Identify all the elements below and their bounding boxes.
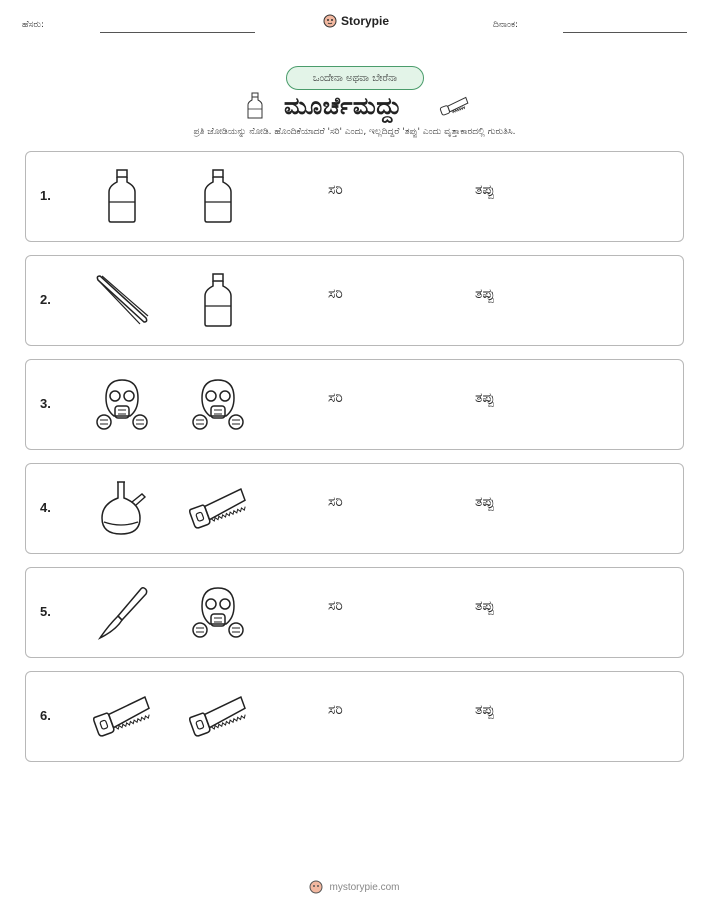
storypie-mascot-icon — [323, 14, 337, 28]
saw-icon — [92, 686, 152, 746]
option-wrong[interactable]: ತಪ್ಪು — [475, 182, 495, 198]
date-field-line[interactable] — [563, 32, 687, 33]
saw-icon — [188, 686, 248, 746]
option-wrong[interactable]: ತಪ್ಪು — [475, 390, 495, 406]
option-correct[interactable]: ಸರಿ — [328, 702, 343, 718]
pair-card — [25, 463, 684, 554]
bottle-icon — [92, 166, 152, 226]
brand-name: Storypie — [341, 14, 390, 28]
item-number: 3. — [40, 396, 51, 411]
saw-icon — [188, 478, 248, 538]
option-correct[interactable]: ಸರಿ — [328, 390, 343, 406]
flask-icon — [92, 478, 152, 538]
item-number: 6. — [40, 708, 51, 723]
pair-card — [25, 359, 684, 450]
name-field-line[interactable] — [100, 32, 255, 33]
option-correct[interactable]: ಸರಿ — [328, 182, 343, 198]
page-title: ಮೂರ್ಚೆಮದ್ದು — [284, 92, 403, 120]
instructions: ಪ್ರತಿ ಜೋಡಿಯನ್ನು ನೋಡಿ. ಹೊಂದಿಕೆಯಾದರೆ 'ಸರಿ' ಎಂದು, ಇಲ್ಲದಿದ್ದರೆ 'ತಪ್ಪು' ಎಂದು ವೃತ್ತಾಕಾರದಲ್ಲಿ ಗುರುತಿಸಿ. — [193, 127, 516, 137]
option-wrong[interactable]: ತಪ್ಪು — [475, 286, 495, 302]
item-number: 5. — [40, 604, 51, 619]
option-correct[interactable]: ಸರಿ — [328, 494, 343, 510]
footer-url: mystorypie.com — [329, 881, 400, 893]
category-badge: ಒಂದೇನಾ ಅಥವಾ ಬೇರೆನಾ — [286, 66, 424, 90]
tweezers-icon — [92, 270, 152, 330]
option-correct[interactable]: ಸರಿ — [328, 286, 343, 302]
saw-icon — [438, 96, 470, 116]
pair-card — [25, 151, 684, 242]
item-number: 1. — [40, 188, 51, 203]
item-number: 4. — [40, 500, 51, 515]
title-row — [0, 90, 709, 124]
date-label: ದಿನಾಂಕ: — [493, 20, 519, 30]
pair-card — [25, 567, 684, 658]
gas-mask-icon — [92, 374, 152, 434]
name-label: ಹೆಸರು: — [22, 20, 45, 30]
option-wrong[interactable]: ತಪ್ಪು — [475, 598, 495, 614]
bottle-icon — [246, 92, 264, 120]
gas-mask-icon — [188, 582, 248, 642]
option-wrong[interactable]: ತಪ್ಪು — [475, 494, 495, 510]
footer — [0, 880, 709, 894]
gas-mask-icon — [188, 374, 248, 434]
pair-card — [25, 255, 684, 346]
scalpel-icon — [92, 582, 152, 642]
pair-card — [25, 671, 684, 762]
bottle-icon — [188, 270, 248, 330]
item-number: 2. — [40, 292, 51, 307]
worksheet-header — [0, 14, 709, 38]
storypie-mascot-icon — [309, 880, 323, 894]
bottle-icon — [188, 166, 248, 226]
option-wrong[interactable]: ತಪ್ಪು — [475, 702, 495, 718]
option-correct[interactable]: ಸರಿ — [328, 598, 343, 614]
brand-logo — [323, 14, 389, 28]
